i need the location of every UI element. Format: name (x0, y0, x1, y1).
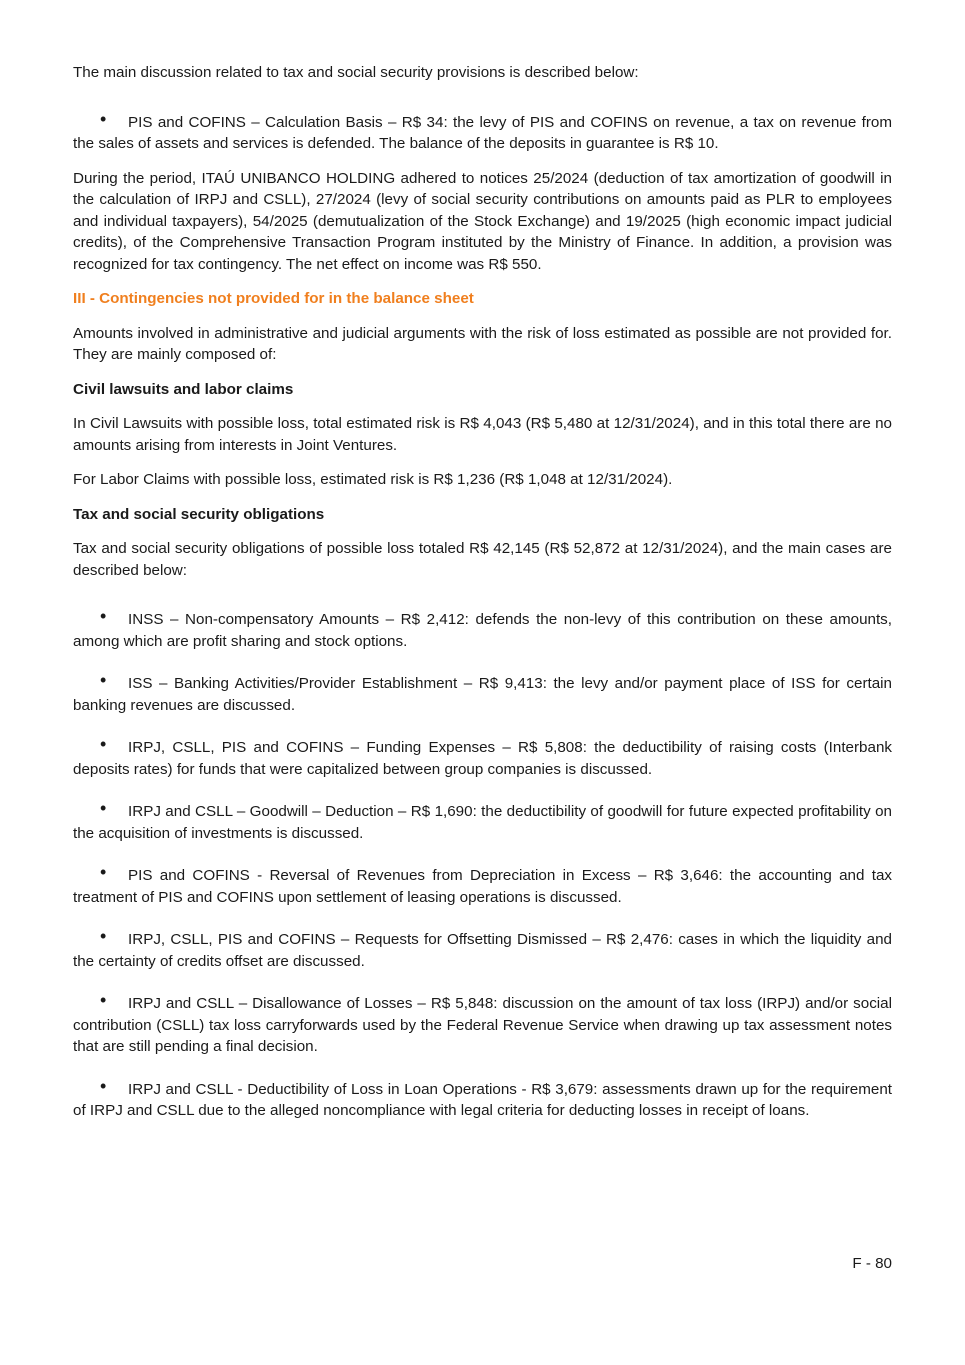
tax-bullet (73, 798, 892, 844)
bullet-text: PIS and COFINS - Reversal of Revenues from Depreciation in Excess – R$ 3,646: the accounting and tax treatment of PIS and COFINS upon settlement of leasing operations is discussed. (73, 867, 892, 906)
bullet-text: IRPJ and CSLL – Disallowance of Losses – R$ 5,848: discussion on the amount of tax loss (IRPJ) and/or social contribution (CSLL) tax loss carryforwards used by the Federal Revenue Service when drawing up tax assessment notes that are still pending a final decision. (73, 995, 892, 1055)
bullet-icon: • (100, 1075, 107, 1096)
bullet-icon: • (100, 926, 107, 946)
section-intro-paragraph: Amounts involved in administrative and judicial arguments with the risk of loss estimated as possible are not provided for. They are mainly composed of: (73, 324, 892, 363)
tax-heading: Tax and social security obligations (73, 505, 325, 523)
bullet-text: PIS and COFINS – Calculation Basis – R$ 34: the levy of PIS and COFINS on revenue, a tax on revenue from the sales of assets and services is defended. The balance of the deposits in guarantee is R$ 10. (73, 113, 892, 152)
document-page (73, 62, 892, 1143)
section-heading: III - Contingencies not provided for in the balance sheet (73, 290, 474, 307)
tax-bullet (73, 926, 892, 972)
bullet-icon: • (100, 798, 107, 818)
civil-paragraph: In Civil Lawsuits with possible loss, total estimated risk is R$ 4,043 (R$ 5,480 at 12/31/2024), and in this total there are no amounts arising from interests in Joint Ventures. (73, 415, 892, 454)
period-paragraph: During the period, ITAÚ UNIBANCO HOLDING adhered to notices 25/2024 (deduction of tax amortization of goodwill in the calculation of IRPJ and CSLL), 27/2024 (levy of social security contributions on amounts paid as PLR to employees and individual taxpayers), 54/2025 (demutualization of the Stock Exchange) and 19/2025 (high economic impact judicial credits), of the Comprehensive Transaction Program instituted by the Ministry of Finance. In addition, a provision was recognized for tax contingency. The net effect on income was R$ 550. (73, 169, 892, 273)
bullet-text: INSS – Non-compensatory Amounts – R$ 2,412: defends the non-levy of this contribution on these amounts, among which are profit sharing and stock options. (73, 611, 892, 650)
intro-paragraph: The main discussion related to tax and social security provisions is described below: (73, 64, 639, 81)
bullet-icon: • (100, 990, 107, 1010)
tax-paragraph: Tax and social security obligations of possible loss totaled R$ 42,145 (R$ 52,872 at 12/31/2024), and the main cases are described below: (73, 540, 892, 579)
tax-bullet (73, 1075, 892, 1122)
provision-bullet (73, 108, 892, 155)
tax-bullet (73, 862, 892, 908)
civil-heading: Civil lawsuits and labor claims (73, 380, 294, 398)
bullet-icon: • (100, 670, 107, 690)
labor-paragraph: For Labor Claims with possible loss, estimated risk is R$ 1,236 (R$ 1,048 at 12/31/2024). (73, 471, 673, 488)
bullet-icon: • (100, 606, 107, 626)
tax-bullet (73, 670, 892, 716)
bullet-icon: • (100, 862, 107, 882)
tax-bullet (73, 990, 892, 1058)
bullet-text: IRPJ, CSLL, PIS and COFINS – Funding Expenses – R$ 5,808: the deductibility of raising costs (Interbank deposits rates) for funds that were capitalized between group companies is discussed. (73, 739, 892, 778)
page-number: F - 80 (852, 1255, 892, 1272)
tax-bullet (73, 734, 892, 780)
bullet-icon: • (100, 108, 107, 129)
tax-bullet (73, 606, 892, 652)
bullet-text: IRPJ and CSLL – Goodwill – Deduction – R$ 1,690: the deductibility of goodwill for future expected profitability on the acquisition of investments is discussed. (73, 803, 892, 842)
bullet-text: IRPJ, CSLL, PIS and COFINS – Requests for Offsetting Dismissed – R$ 2,476: cases in which the liquidity and the certainty of credits offset are discussed. (73, 931, 892, 970)
bullet-text: IRPJ and CSLL - Deductibility of Loss in Loan Operations - R$ 3,679: assessments drawn up for the requirement of IRPJ and CSLL due to the alleged noncompliance with legal criteria for deducting losses in receipt of loans. (73, 1080, 892, 1119)
bullet-text: ISS – Banking Activities/Provider Establishment – R$ 9,413: the levy and/or payment place of ISS for certain banking revenues are discussed. (73, 675, 892, 714)
bullet-icon: • (100, 734, 107, 754)
